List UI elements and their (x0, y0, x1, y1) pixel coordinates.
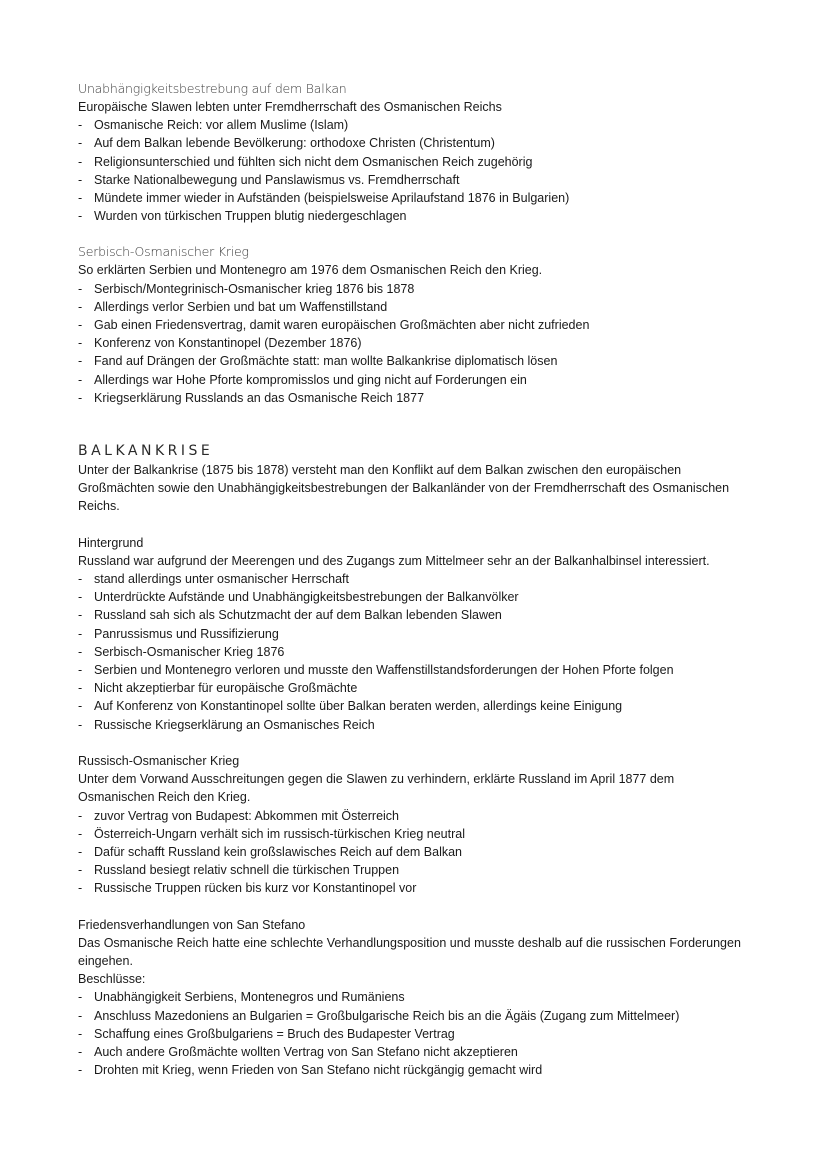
list-item: - Unterdrückte Aufstände und Unabhängigkeitsbestrebungen der Balkanvölker (78, 590, 519, 605)
list-item: - Auf dem Balkan lebende Bevölkerung: orthodoxe Christen (Christentum) (78, 136, 495, 151)
list-item: - Gab einen Friedensvertrag, damit waren europäischen Großmächten aber nicht zufrieden (78, 318, 590, 333)
section-intro: Russland war aufgrund der Meerengen und des Zugangs zum Mittelmeer sehr an der Balkanhalbinsel interessiert. (78, 553, 710, 568)
list-item: - Russland besiegt relativ schnell die türkischen Truppen (78, 863, 400, 878)
paragraph-line: Großmächten sowie den Unabhängigkeitsbestrebungen der Balkanländer von der Fremdherrschaft des Osmanischen (78, 481, 730, 496)
section-title-hintergrund: Hintergrund (78, 535, 144, 550)
section-title-russisch-osmanisch: Russisch-Osmanischer Krieg (78, 753, 240, 768)
list-item: - Dafür schafft Russland kein großslawisches Reich auf dem Balkan (78, 844, 462, 859)
bullet-list-serbisch-osmanisch (78, 280, 768, 407)
list-item: - Russische Kriegserklärung an Osmanisches Reich (78, 717, 375, 732)
list-item: - Schaffung eines Großbulgariens = Bruch des Budapester Vertrag (78, 1026, 455, 1041)
list-item: - Starke Nationalbewegung und Panslawismus vs. Fremdherrschaft (78, 172, 460, 187)
list-item: - Allerdings verlor Serbien und bat um Waffenstillstand (78, 299, 388, 314)
list-item: - Allerdings war Hohe Pforte kompromisslos und ging nicht auf Forderungen ein (78, 372, 527, 387)
list-item: - Panrussismus und Russifizierung (78, 626, 279, 641)
list-item: - Fand auf Drängen der Großmächte statt: man wollte Balkankrise diplomatisch lösen (78, 354, 558, 369)
list-item: - Nicht akzeptierbar für europäische Großmächte (78, 681, 358, 696)
list-item: - Wurden von türkischen Truppen blutig niedergeschlagen (78, 209, 407, 224)
list-item: - Auf Konferenz von Konstantinopel sollte über Balkan beraten werden, allerdings keine Einigung (78, 699, 623, 714)
section-title-san-stefano: Friedensverhandlungen von San Stefano (78, 917, 306, 932)
bullet-list-russisch-osmanisch (78, 807, 768, 898)
paragraph-line: Unter der Balkankrise (1875 bis 1878) versteht man den Konflikt auf dem Balkan zwischen den europäischen (78, 463, 682, 478)
bullet-list-unabhaengigkeit (78, 116, 768, 225)
list-item: - stand allerdings unter osmanischer Herrschaft (78, 572, 349, 587)
list-item: - Russland sah sich als Schutzmacht der auf dem Balkan lebenden Slawen (78, 608, 502, 623)
bullet-list-hintergrund (78, 570, 768, 734)
paragraph-line: Reichs. (78, 499, 120, 514)
bullet-list-san-stefano (78, 988, 768, 1079)
document-page (78, 80, 768, 1079)
list-item: - Russische Truppen rücken bis kurz vor Konstantinopel vor (78, 881, 417, 896)
list-item: - Osmanische Reich: vor allem Muslime (Islam) (78, 118, 349, 133)
list-item: - Auch andere Großmächte wollten Vertrag von San Stefano nicht akzeptieren (78, 1044, 518, 1059)
section-title-serbisch-osmanisch: Serbisch-Osmanischer Krieg (78, 244, 249, 260)
paragraph-line: eingehen. (78, 953, 133, 968)
list-item: - Konferenz von Konstantinopel (Dezember 1876) (78, 336, 362, 351)
list-item: - Serbisch/Montegrinisch-Osmanischer krieg 1876 bis 1878 (78, 281, 415, 296)
section-title-balkankrise: BALKANKRISE (78, 443, 214, 460)
list-item: - Kriegserklärung Russlands an das Osmanische Reich 1877 (78, 390, 425, 405)
list-item: - Serbien und Montenegro verloren und musste den Waffenstillstandsforderungen der Hohen Pforte folgen (78, 663, 674, 678)
list-item: - Anschluss Mazedoniens an Bulgarien = Großbulgarische Reich bis an die Ägäis (Zugang zum Mittelmeer) (78, 1008, 680, 1023)
paragraph-line: Osmanischen Reich den Krieg. (78, 790, 251, 805)
list-item: - Religionsunterschied und fühlten sich nicht dem Osmanischen Reich zugehörig (78, 154, 533, 169)
paragraph-line: Das Osmanische Reich hatte eine schlechte Verhandlungsposition und musste deshalb auf die russischen Forderungen (78, 935, 741, 950)
list-item: - Unabhängigkeit Serbiens, Montenegros und Rumäniens (78, 990, 405, 1005)
section-intro: Europäische Slawen lebten unter Fremdherrschaft des Osmanischen Reichs (78, 100, 502, 114)
paragraph-line: Unter dem Vorwand Ausschreitungen gegen die Slawen zu verhindern, erklärte Russland im April 1877 dem (78, 772, 675, 787)
list-item: - Mündete immer wieder in Aufständen (beispielsweise Aprilaufstand 1876 in Bulgarien) (78, 191, 570, 206)
list-item: - Drohten mit Krieg, wenn Frieden von San Stefano nicht rückgängig gemacht wird (78, 1063, 543, 1078)
list-item: - zuvor Vertrag von Budapest: Abkommen mit Österreich (78, 808, 399, 823)
list-item: - Österreich-Ungarn verhält sich im russisch-türkischen Krieg neutral (78, 826, 465, 841)
section-intro: So erklärten Serbien und Montenegro am 1976 dem Osmanischen Reich den Krieg. (78, 263, 543, 278)
list-item: - Serbisch-Osmanischer Krieg 1876 (78, 644, 285, 659)
paragraph-line: Beschlüsse: (78, 972, 146, 987)
section-title-unabhaengigkeit: Unabhängigkeitsbestrebung auf dem Balkan (78, 81, 347, 96)
